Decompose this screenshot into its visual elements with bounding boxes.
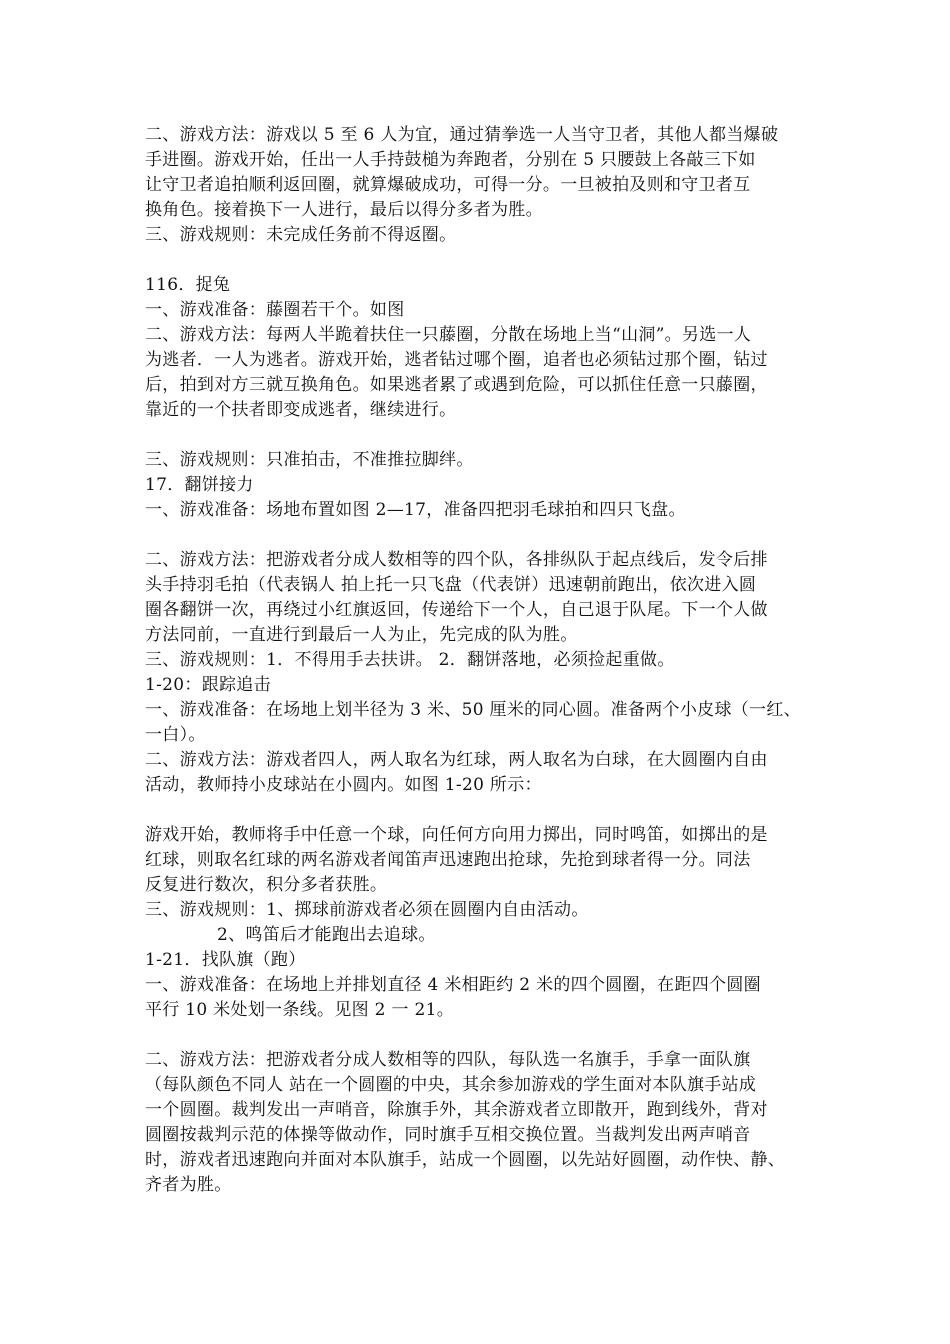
text-line: 2、鸣笛后才能跑出去追球。	[217, 925, 436, 945]
blank-line	[145, 523, 825, 548]
text-line: 二、游戏方法：游戏者四人，两人取名为红球，两人取名为白球，在大圆圈内自由	[145, 750, 768, 770]
text-line: 平行 10 米处划一条线。见图 2 一 21。	[145, 1000, 454, 1020]
text-line: 二、游戏方法：每两人半跪着扶住一只藤圈，分散在场地上当“山洞”。另选一人	[145, 325, 752, 345]
section-heading: 1-21．找队旗（跑）	[145, 950, 306, 970]
text-line: 游戏开始，教师将手中任意一个球，向任何方向用力掷出，同时鸣笛，如掷出的是	[145, 825, 768, 845]
text-line: （每队颜色不同人 站在一个圆圈的中央，其余参加游戏的学生面对本队旗手站成	[145, 1075, 757, 1095]
text-line: 红球，则取名红球的两名游戏者闻笛声迅速跑出抢球，先抢到球者得一分。同法	[145, 850, 751, 870]
text-line: 二、游戏方法：把游戏者分成人数相等的四队，每队选一名旗手，手拿一面队旗	[145, 1050, 751, 1070]
text-line: 二、游戏方法：把游戏者分成人数相等的四个队，各排纵队于起点线后，发令后排	[145, 550, 768, 570]
text-line: 让守卫者追拍顺利返回圈，就算爆破成功，可得一分。一旦被拍及则和守卫者互	[145, 175, 751, 195]
blank-line	[145, 798, 825, 823]
blank-line	[145, 248, 825, 273]
text-line: 方法同前，一直进行到最后一人为止，先完成的队为胜。	[145, 625, 578, 645]
text-line: 靠近的一个扶者即变成逃者，继续进行。	[145, 400, 457, 420]
section-heading: 116．捉兔	[145, 275, 231, 295]
text-line: 一、游戏准备：在场地上划半径为 3 米、50 厘米的同心圆。准备两个小皮球（一红、	[145, 700, 801, 720]
text-line: 圆圈按裁判示范的体操等做动作，同时旗手互相交换位置。当裁判发出两声哨音	[145, 1125, 751, 1145]
text-line: 圈各翻饼一次，再绕过小红旗返回，传递给下一个人，自己退于队尾。下一个人做	[145, 600, 768, 620]
text-line: 后，拍到对方三就互换角色。如果逃者累了或遇到危险，可以抓住任意一只藤圈，	[145, 375, 768, 395]
text-line: 为逃者．一人为逃者。游戏开始，逃者钻过哪个圈，追者也必须钻过那个圈，钻过	[145, 350, 768, 370]
text-line: 一、游戏准备：在场地上并排划直径 4 米相距约 2 米的四个圆圈，在距四个圆圈	[145, 975, 761, 995]
section-heading: 17．翻饼接力	[145, 475, 254, 495]
section-heading: 1-20：跟踪追击	[145, 675, 271, 695]
text-line: 换角色。接着换下一人进行，最后以得分多者为胜。	[145, 200, 543, 220]
text-line: 三、游戏规则：只准拍击，不准推拉脚绊。	[145, 450, 474, 470]
text-line: 时，游戏者迅速跑向并面对本队旗手，站成一个圆圈，以先站好圆圈，动作快、静、	[145, 1150, 786, 1170]
text-line: 一白）。	[145, 725, 206, 745]
blank-line	[145, 423, 825, 448]
blank-line	[145, 1023, 825, 1048]
text-line: 头手持羽毛拍（代表锅人 拍上托一只飞盘（代表饼）迅速朝前跑出，依次进入圆	[145, 575, 757, 595]
text-line: 齐者为胜。	[145, 1175, 232, 1195]
text-line: 三、游戏规则：1．不得用手去扶讲。 2．翻饼落地，必须捡起重做。	[145, 650, 675, 670]
text-line: 三、游戏规则：未完成任务前不得返圈。	[145, 225, 457, 245]
text-line: 三、游戏规则：1、掷球前游戏者必须在圆圈内自由活动。	[145, 900, 589, 920]
text-line: 二、游戏方法：游戏以 5 至 6 人为宜，通过猜拳选一人当守卫者，其他人都当爆破	[145, 125, 779, 145]
text-line: 一、游戏准备：场地布置如图 2—17，准备四把羽毛球拍和四只飞盘。	[145, 500, 686, 520]
document-page	[145, 123, 825, 1198]
text-line: 手进圈。游戏开始，任出一人手持鼓槌为奔跑者，分别在 5 只腰鼓上各敲三下如	[145, 150, 756, 170]
text-line: 反复进行数次，积分多者获胜。	[145, 875, 388, 895]
text-line: 一个圆圈。裁判发出一声哨音，除旗手外，其余游戏者立即散开，跑到线外，背对	[145, 1100, 768, 1120]
text-line: 一、游戏准备：藤圈若干个。如图	[145, 300, 405, 320]
text-line: 活动，教师持小皮球站在小圆内。如图 1-20 所示：	[145, 775, 542, 795]
